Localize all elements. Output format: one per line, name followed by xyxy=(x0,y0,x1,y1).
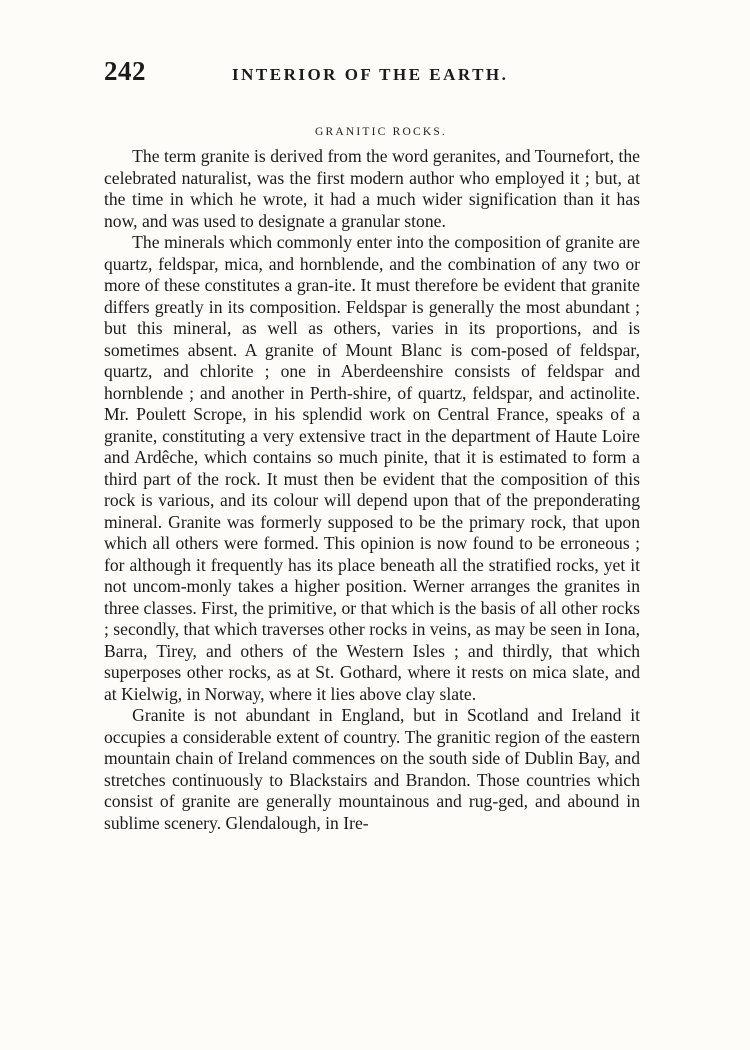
page-number: 242 xyxy=(104,56,146,86)
paragraph-1: The term granite is derived from the word geranites, and Tournefort, the celebrated naturalist, was the first modern author who employed it ; but, at the time in which he wrote, it had a much wider signification than it has now, and was used to designate a granular stone. xyxy=(104,146,640,231)
running-head xyxy=(104,56,640,100)
paragraph-3: Granite is not abundant in England, but in Scotland and Ireland it occupies a considerable extent of country. The granitic region of the eastern mountain chain of Ireland commences on the south side of Dublin Bay, and stretches continuously to Blackstairs and Brandon. Those countries which consist of granite are generally mountainous and rug-ged, and abound in sublime scenery. Glendalough, in Ire- xyxy=(104,705,640,833)
body-text xyxy=(104,146,640,834)
running-title: INTERIOR OF THE EARTH. xyxy=(232,65,509,84)
book-page xyxy=(104,56,640,834)
section-heading: GRANITIC ROCKS. xyxy=(314,126,448,138)
paragraph-2: The minerals which commonly enter into the composition of granite are quartz, feldspar, mica, and hornblende, and the combination of any two or more of these constitutes a gran-ite. It must therefore be evident that granite differs greatly in its composition. Feldspar is generally the most abundant ; but this mineral, as well as others, varies in its proportions, and is sometimes absent. A granite of Mount Blanc is com-posed of feldspar, quartz, and chlorite ; one in Aberdeenshire consists of feldspar and hornblende ; and another in Perth-shire, of quartz, feldspar, and actinolite. Mr. Poulett Scrope, in his splendid work on Central France, speaks of a granite, constituting a very extensive tract in the department of Haute Loire and Ardêche, which contains so much pinite, that it is estimated to form a third part of the rock. It must then be evident that the composition of this rock is various, and its colour will depend upon that of the preponderating mineral. Granite was formerly supposed to be the primary rock, that upon which all others were formed. This opinion is now found to be erroneous ; for although it frequently has its place beneath all the stratified rocks, yet it not uncom-monly takes a higher position. Werner arranges the granites in three classes. First, the primitive, or that which is the basis of all other rocks ; secondly, that which traverses other rocks in veins, as may be seen in Iona, Barra, Tirey, and others of the Western Isles ; and thirdly, that which superposes other rocks, as at St. Gothard, where it rests on mica slate, and at Kielwig, in Norway, where it lies above clay slate. xyxy=(104,232,640,704)
